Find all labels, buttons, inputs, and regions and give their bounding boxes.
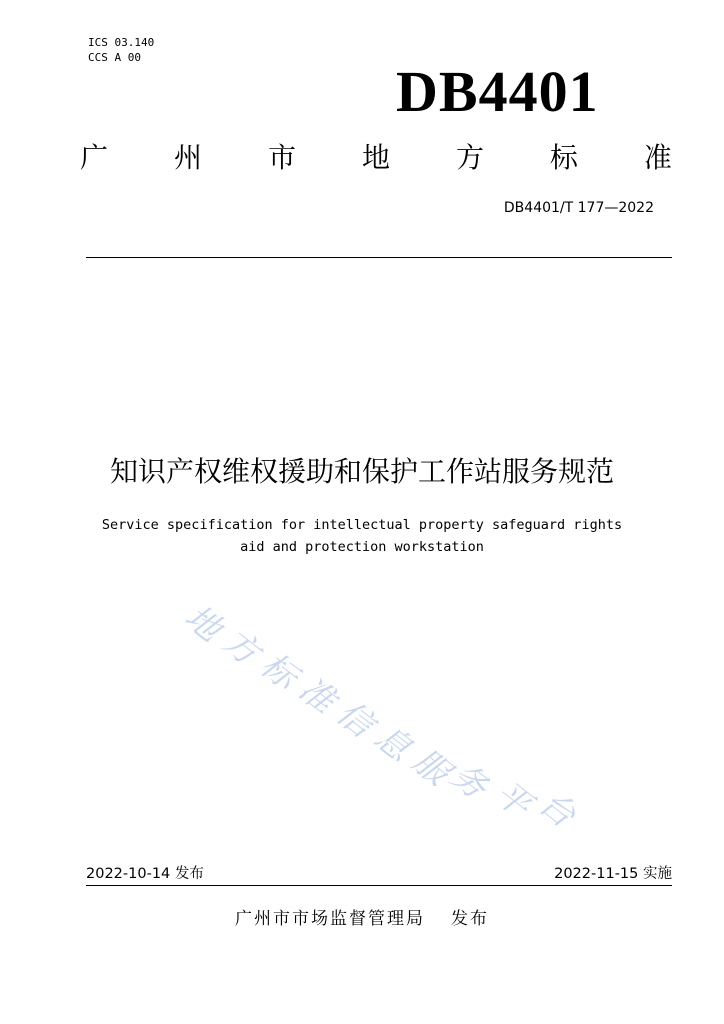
watermark-char: 平 bbox=[487, 773, 539, 826]
watermark-char: 服 bbox=[405, 741, 457, 794]
watermark-char: 准 bbox=[291, 669, 343, 722]
standard-type-char: 州 bbox=[173, 141, 202, 174]
standard-type-heading bbox=[80, 140, 672, 176]
watermark-char: 方 bbox=[215, 621, 267, 674]
title-english-line-2: aid and protection workstation bbox=[240, 539, 484, 555]
bottom-divider bbox=[86, 885, 672, 886]
ics-code: ICS 03.140 bbox=[88, 36, 155, 49]
watermark-char: 台 bbox=[531, 783, 583, 836]
title-chinese: 知识产权维权援助和保护工作站服务规范 bbox=[109, 455, 614, 488]
watermark bbox=[177, 596, 608, 836]
issuer-action: 发布 bbox=[451, 909, 489, 929]
watermark-char: 标 bbox=[253, 645, 305, 698]
db-code-heading: DB4401 bbox=[396, 59, 599, 124]
implementation-date: 2022-11-15 实施 bbox=[554, 866, 672, 882]
issuer-name: 广州市市场监督管理局 bbox=[235, 909, 425, 929]
title-english-line-1: Service specification for intellectual property safeguard rights bbox=[101, 517, 623, 533]
standard-number: DB4401/T 177—2022 bbox=[503, 200, 654, 216]
ccs-code: CCS A 00 bbox=[88, 51, 141, 64]
top-divider bbox=[86, 257, 672, 258]
watermark-char: 息 bbox=[367, 717, 419, 770]
watermark-char: 地 bbox=[177, 597, 229, 650]
standard-type-char: 市 bbox=[267, 141, 296, 174]
watermark-char: 务 bbox=[443, 755, 495, 808]
watermark-char: 信 bbox=[329, 693, 381, 746]
standard-type-char: 准 bbox=[643, 141, 672, 174]
issue-date: 2022-10-14 发布 bbox=[86, 866, 204, 882]
classification-codes bbox=[88, 35, 154, 65]
standard-type-char: 标 bbox=[549, 141, 578, 174]
standard-type-char: 方 bbox=[455, 141, 484, 174]
title-english bbox=[0, 514, 724, 558]
standard-type-char: 地 bbox=[361, 141, 390, 174]
standard-type-char: 广 bbox=[80, 141, 109, 174]
issuer-line bbox=[0, 906, 724, 932]
